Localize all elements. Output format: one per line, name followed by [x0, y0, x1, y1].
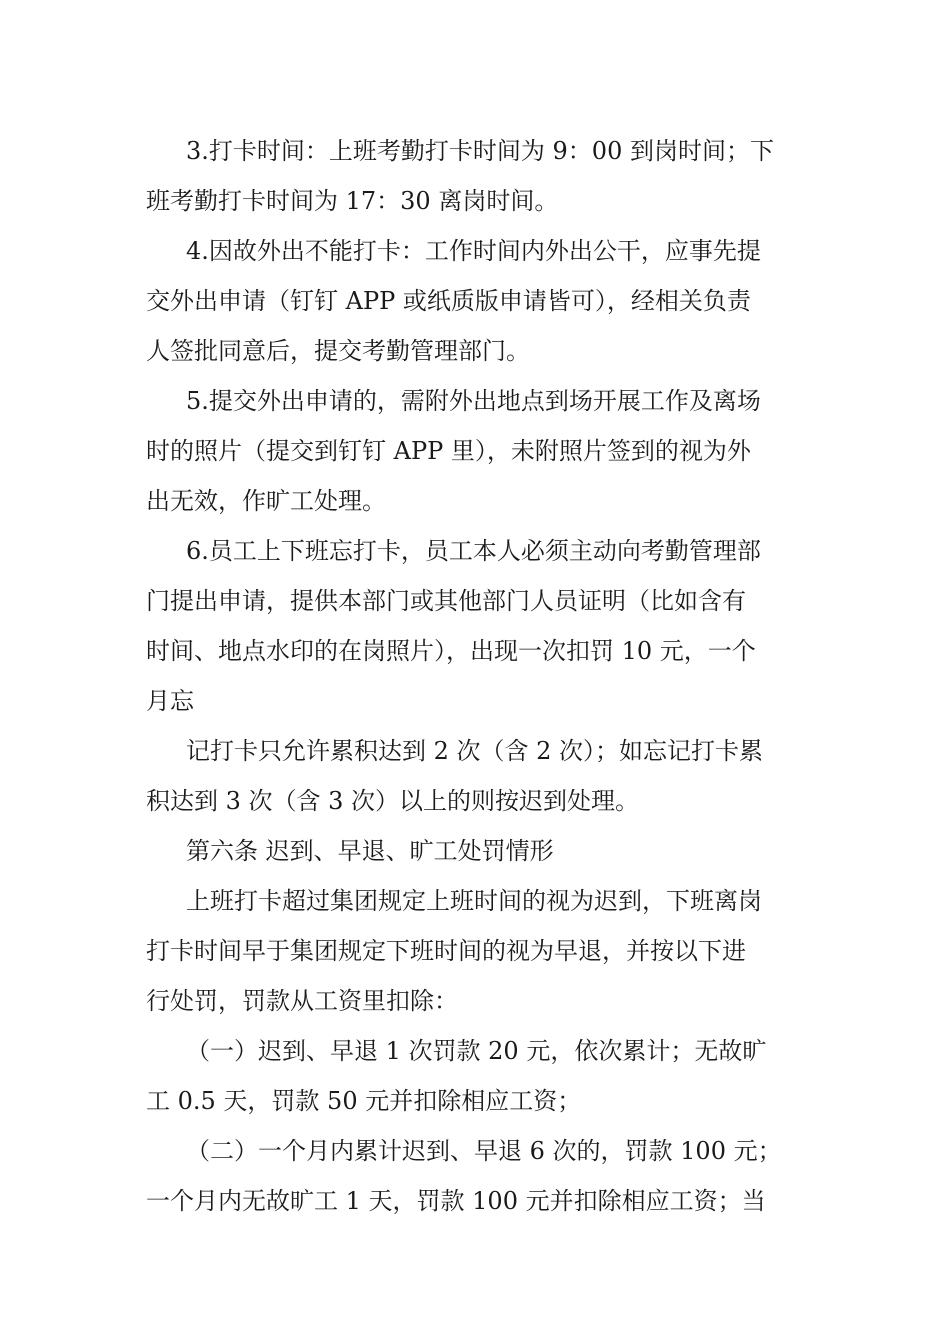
text-line: 工 0.5 天，罚款 50 元并扣除相应工资； — [146, 1087, 582, 1115]
text-line: 班考勤打卡时间为 17：30 离岗时间。 — [146, 187, 559, 215]
text-line: 行处罚，罚款从工资里扣除： — [146, 987, 458, 1015]
text-line: 3.打卡时间：上班考勤打卡时间为 9：00 到岗时间；下 — [186, 137, 774, 165]
section-heading: 第六条 迟到、早退、旷工处罚情形 — [186, 837, 554, 865]
text-line: 上班打卡超过集团规定上班时间的视为迟到，下班离岗 — [186, 887, 762, 915]
text-line: 4.因故外出不能打卡：工作时间内外出公干，应事先提 — [186, 237, 761, 265]
text-line: （一）迟到、早退 1 次罚款 20 元，依次累计；无故旷 — [186, 1037, 767, 1065]
text-line: 时间、地点水印的在岗照片），出现一次扣罚 10 元，一个 — [146, 637, 756, 665]
text-line: （二）一个月内累计迟到、早退 6 次的，罚款 100 元； — [186, 1137, 782, 1165]
text-line: 人签批同意后，提交考勤管理部门。 — [146, 337, 530, 365]
text-line: 门提出申请，提供本部门或其他部门人员证明（比如含有 — [146, 587, 746, 615]
text-line: 打卡时间早于集团规定下班时间的视为早退，并按以下进 — [146, 937, 746, 965]
text-line: 积达到 3 次（含 3 次）以上的则按迟到处理。 — [146, 787, 640, 815]
text-line: 交外出申请（钉钉 APP 或纸质版申请皆可），经相关负责 — [146, 287, 751, 315]
text-line: 记打卡只允许累积达到 2 次（含 2 次）；如忘记打卡累 — [186, 737, 764, 765]
text-line: 6.员工上下班忘打卡，员工本人必须主动向考勤管理部 — [186, 537, 761, 565]
text-line: 时的照片（提交到钉钉 APP 里），未附照片签到的视为外 — [146, 437, 751, 465]
text-line: 出无效，作旷工处理。 — [146, 487, 386, 515]
text-line: 一个月内无故旷工 1 天，罚款 100 元并扣除相应工资；当 — [146, 1187, 766, 1215]
text-line: 月忘 — [146, 687, 194, 715]
text-line: 5.提交外出申请的，需附外出地点到场开展工作及离场 — [186, 387, 761, 415]
